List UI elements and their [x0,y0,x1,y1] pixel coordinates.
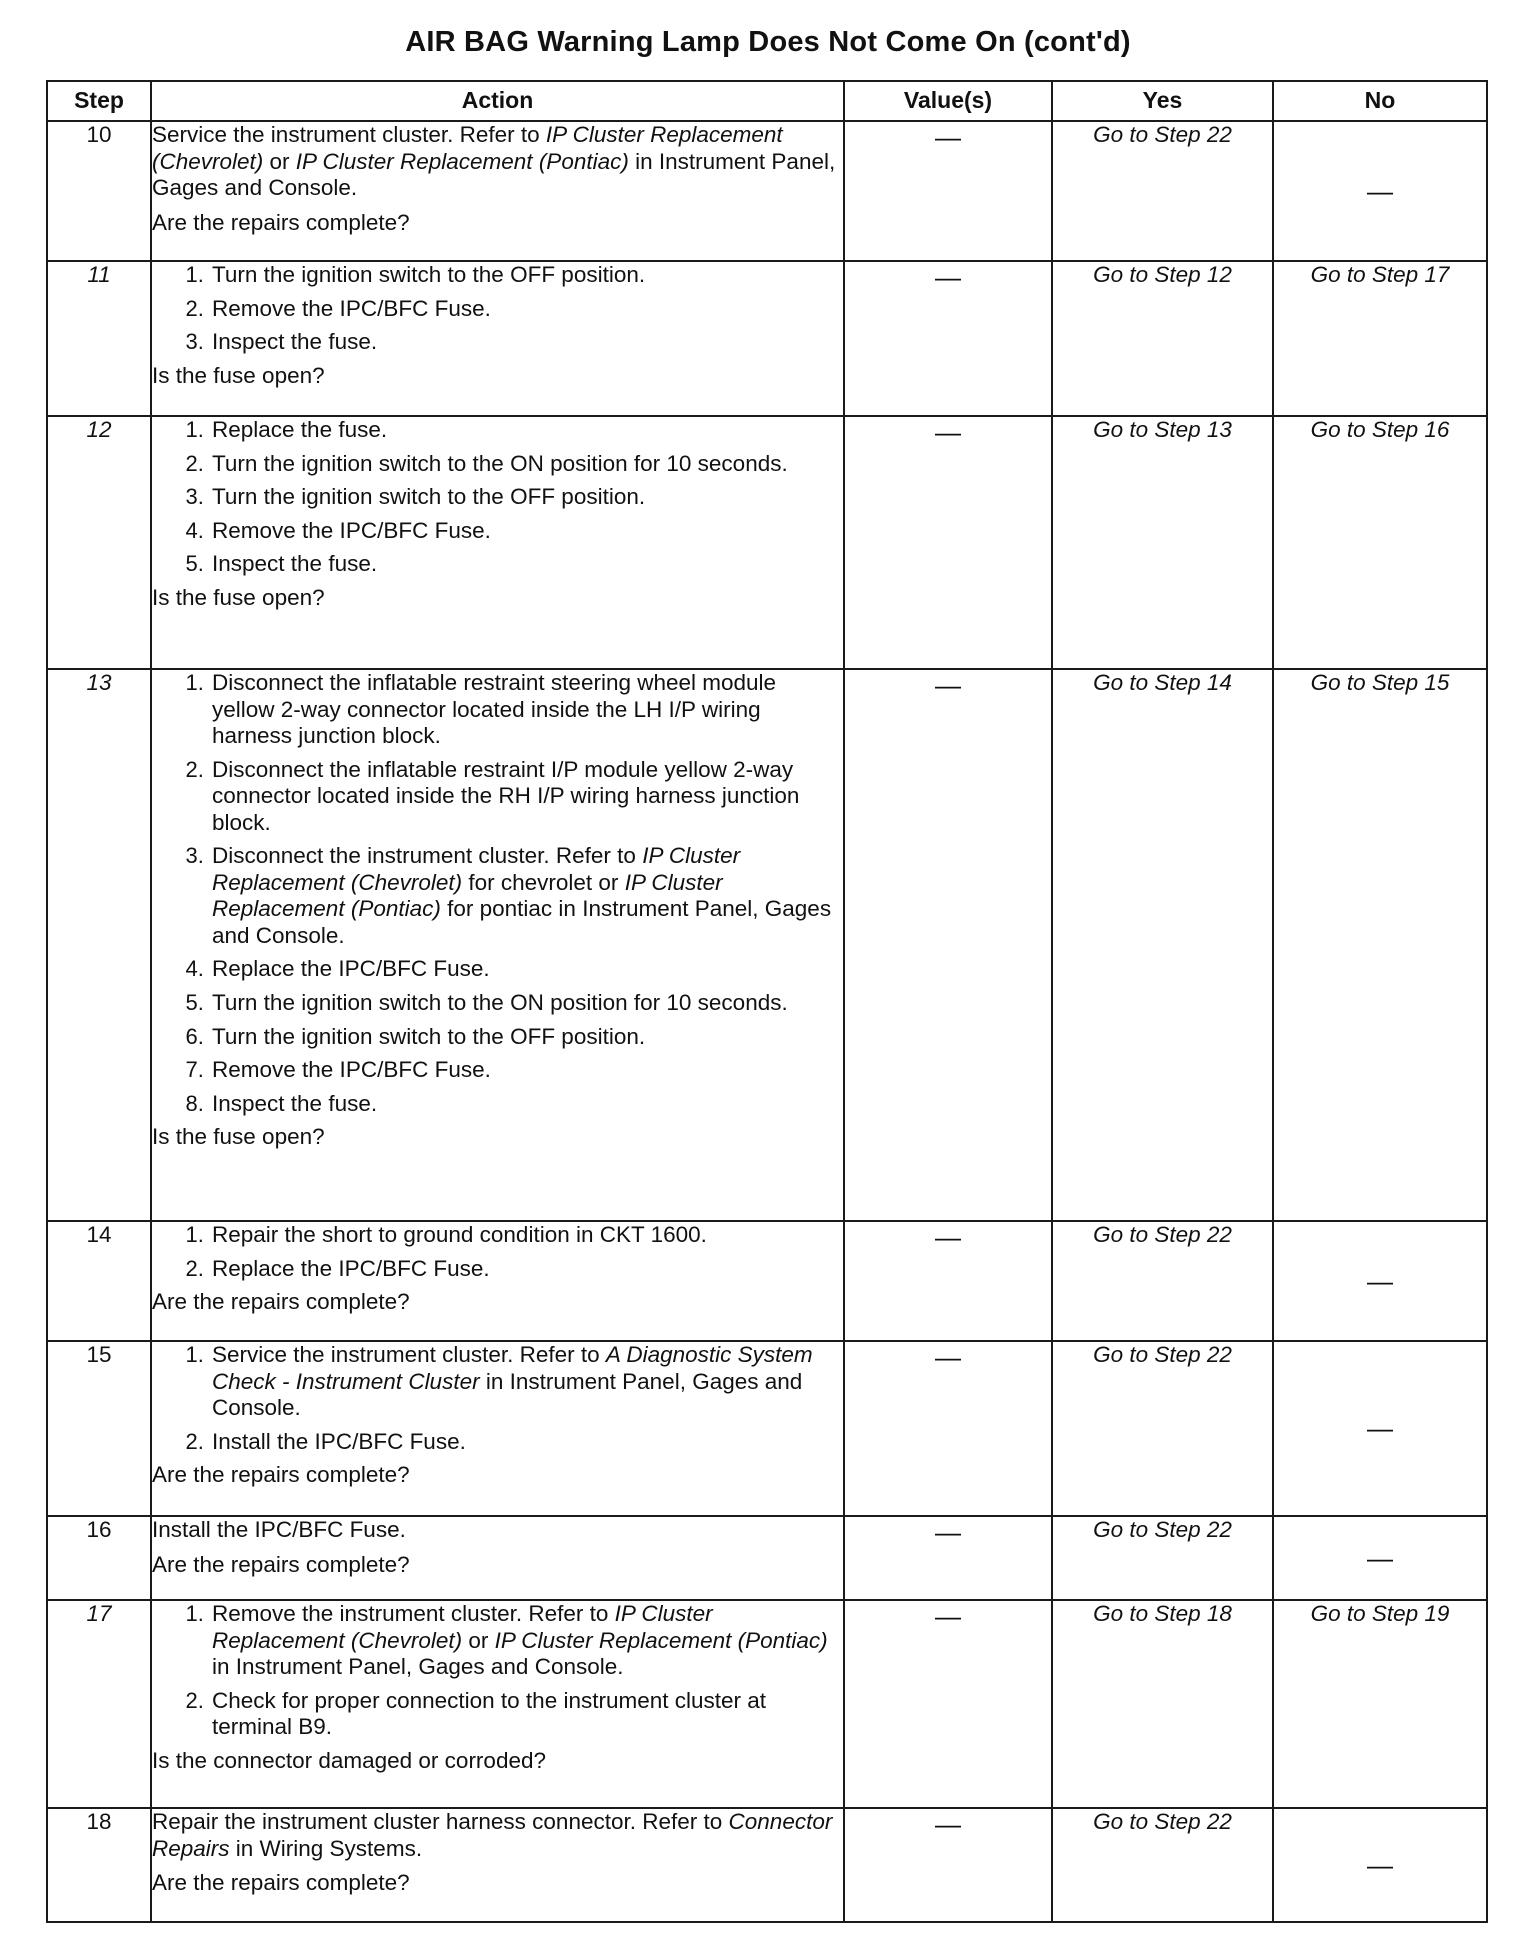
value-cell: — [844,121,1052,261]
list-item: 3. Disconnect the instrument cluster. Refer to IP Cluster Replacement (Chevrolet) for chevrolet or IP Cluster Replacement (Pontiac) for pontiac in Instrument Panel, Gages and Console. [210,843,843,949]
yes-cell: Go to Step 22 [1052,1221,1273,1341]
list-item: 2. Disconnect the inflatable restraint I/P module yellow 2-way connector located inside the RH I/P wiring harness junction block. [210,757,843,837]
table-row [47,261,1487,416]
step-number: 16 [47,1516,151,1600]
action-cell [151,1600,844,1808]
header-step: Step [47,81,151,121]
table-row [47,1808,1487,1922]
action-steps-list [152,1222,843,1282]
list-item: 1. Repair the short to ground condition in CKT 1600. [210,1222,843,1249]
value-cell: — [844,1600,1052,1808]
action-steps-list [152,670,843,1117]
action-cell [151,1516,844,1600]
yes-cell: Go to Step 13 [1052,416,1273,669]
no-cell: — [1273,1221,1487,1341]
yes-cell: Go to Step 22 [1052,1808,1273,1922]
yes-cell: Go to Step 22 [1052,1516,1273,1600]
action-question: Is the connector damaged or corroded? [152,1747,546,1773]
action-steps-list [152,1601,843,1741]
no-cell: — [1273,1516,1487,1600]
list-item: 4. Remove the IPC/BFC Fuse. [210,518,843,545]
table-row [47,121,1487,261]
action-question: Are the repairs complete? [152,209,410,235]
action-question: Are the repairs complete? [152,1462,410,1488]
action-cell [151,1808,844,1922]
action-cell [151,261,844,416]
no-cell: Go to Step 17 [1273,261,1487,416]
value-cell: — [844,1516,1052,1600]
yes-cell: Go to Step 14 [1052,669,1273,1221]
no-cell: — [1273,121,1487,261]
action-cell [151,1341,844,1516]
list-item: 6. Turn the ignition switch to the OFF position. [210,1024,843,1051]
value-cell: — [844,669,1052,1221]
step-number: 18 [47,1808,151,1922]
diagnostic-table [46,80,1488,1923]
header-yes: Yes [1052,81,1273,121]
table-row [47,1600,1487,1808]
value-cell: — [844,416,1052,669]
value-cell: — [844,1341,1052,1516]
list-item: 5. Inspect the fuse. [210,551,843,578]
table-header-row [47,81,1487,121]
header-values: Value(s) [844,81,1052,121]
table-row [47,1516,1487,1600]
no-cell: Go to Step 16 [1273,416,1487,669]
yes-cell: Go to Step 18 [1052,1600,1273,1808]
step-number: 13 [47,669,151,1221]
action-question: Are the repairs complete? [152,1870,410,1896]
yes-cell: Go to Step 22 [1052,121,1273,261]
list-item: 1. Remove the instrument cluster. Refer to IP Cluster Replacement (Chevrolet) or IP Cluster Replacement (Pontiac) in Instrument Panel, Gages and Console. [210,1601,843,1681]
header-no: No [1273,81,1487,121]
table-row [47,416,1487,669]
header-action: Action [151,81,844,121]
page-title: AIR BAG Warning Lamp Does Not Come On (cont'd) [405,26,1131,58]
action-intro: Install the IPC/BFC Fuse. [152,1517,406,1542]
list-item: 3. Turn the ignition switch to the OFF position. [210,484,843,511]
action-steps-list [152,1342,843,1455]
no-cell: — [1273,1808,1487,1922]
list-item: 1. Service the instrument cluster. Refer to A Diagnostic System Check - Instrument Cluster in Instrument Panel, Gages and Console. [210,1342,843,1422]
list-item: 3. Inspect the fuse. [210,329,843,356]
list-item: 1. Turn the ignition switch to the OFF position. [210,262,843,289]
list-item: 1. Replace the fuse. [210,417,843,444]
action-question: Are the repairs complete? [152,1289,410,1315]
action-steps-list [152,417,843,578]
step-number: 15 [47,1341,151,1516]
list-item: 2. Turn the ignition switch to the ON position for 10 seconds. [210,451,843,478]
list-item: 1. Disconnect the inflatable restraint steering wheel module yellow 2-way connector located inside the LH I/P wiring harness junction block. [210,670,843,750]
no-cell: Go to Step 19 [1273,1600,1487,1808]
action-cell [151,1221,844,1341]
step-number: 14 [47,1221,151,1341]
step-number: 12 [47,416,151,669]
value-cell: — [844,1221,1052,1341]
table-row [47,1221,1487,1341]
table-row [47,1341,1487,1516]
action-cell [151,121,844,261]
list-item: 2. Install the IPC/BFC Fuse. [210,1429,843,1456]
yes-cell: Go to Step 12 [1052,261,1273,416]
action-question: Are the repairs complete? [152,1551,410,1577]
step-number: 10 [47,121,151,261]
list-item: 2. Replace the IPC/BFC Fuse. [210,1256,843,1283]
action-question: Is the fuse open? [152,584,325,610]
action-intro: Repair the instrument cluster harness connector. Refer to Connector Repairs in Wiring Systems. [152,1809,833,1861]
list-item: 2. Remove the IPC/BFC Fuse. [210,296,843,323]
list-item: 5. Turn the ignition switch to the ON position for 10 seconds. [210,990,843,1017]
value-cell: — [844,261,1052,416]
step-number: 17 [47,1600,151,1808]
action-cell [151,416,844,669]
yes-cell: Go to Step 22 [1052,1341,1273,1516]
list-item: 8. Inspect the fuse. [210,1091,843,1118]
action-cell [151,669,844,1221]
list-item: 4. Replace the IPC/BFC Fuse. [210,956,843,983]
list-item: 2. Check for proper connection to the instrument cluster at terminal B9. [210,1688,843,1741]
table-row [47,669,1487,1221]
list-item: 7. Remove the IPC/BFC Fuse. [210,1057,843,1084]
no-cell: Go to Step 15 [1273,669,1487,1221]
no-cell: — [1273,1341,1487,1516]
action-question: Is the fuse open? [152,1124,325,1150]
value-cell: — [844,1808,1052,1922]
step-number: 11 [47,261,151,416]
action-question: Is the fuse open? [152,362,325,388]
action-intro: Service the instrument cluster. Refer to IP Cluster Replacement (Chevrolet) or IP Cluster Replacement (Pontiac) in Instrument Panel, Gages and Console. [152,122,836,201]
action-steps-list [152,262,843,356]
